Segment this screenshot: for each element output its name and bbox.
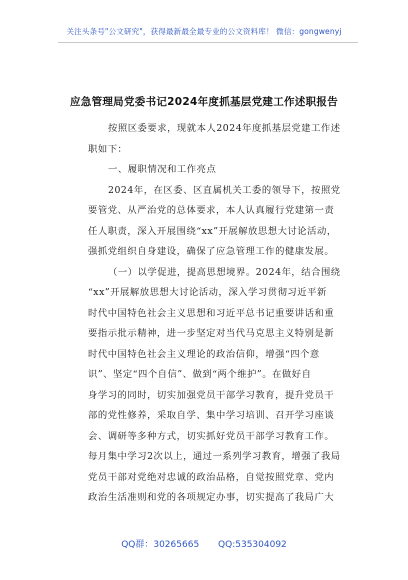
body-line: 政治生活准则和党的各项规定办事，切实提高了我局广大 xyxy=(88,492,335,503)
body-line: 2024年，在区委、区直属机关工委的领导下，按照党 xyxy=(108,184,341,196)
footer-qq-group: QQ群：30265665 xyxy=(121,540,200,550)
body-line: 按照区委要求，现就本人2024年度抓基层党建工作述 xyxy=(108,123,341,134)
body-line: （一）以学促进，提高思想境界。2024年，结合围绕 xyxy=(108,266,341,278)
body-line: 职如下： xyxy=(88,143,128,155)
body-line: 党员干部对党绝对忠诚的政治品格，自觉按照党章、党内 xyxy=(88,471,335,483)
body-line: 强抓党组织自身建设，确保了应急管理工作的健康发展。 xyxy=(88,246,335,257)
body-line: 时代中国特色社会主义理论的政治信仰，增强“四个意 xyxy=(88,348,320,360)
footer-contact xyxy=(0,537,408,550)
body-line: 识”、坚定“四个自信”、做到“两个维护”。在做好自 xyxy=(88,369,312,380)
body-line: 一、履职情况和工作亮点 xyxy=(108,164,217,175)
header-divider xyxy=(58,42,358,43)
footer-qq-number: QQ:535304092 xyxy=(218,540,287,550)
body-line: 部的党性修养，采取自学、集中学习培训、召开学习座谈 xyxy=(88,410,335,421)
body-line: 时代中国特色社会主义思想和习近平总书记重要讲话和重 xyxy=(88,307,335,319)
header-promo-note: 关注头条号"公文研究"，获得最新最全最专业的公文资料库！ 微信：gongwenyj xyxy=(66,27,342,36)
body-line: 会、调研等多种方式，切实抓好党员干部学习教育工作。 xyxy=(88,430,335,442)
body-line: 要指示批示精神，进一步坚定对当代马克思主义特别是新 xyxy=(88,328,335,339)
body-line: “xx”开展解放思想大讨论活动，深入学习贯彻习近平新 xyxy=(88,287,327,298)
body-line: 要管党、从严治党的总体要求，本人认真履行党建第一责 xyxy=(88,205,335,216)
body-line: 每月集中学习2次以上，通过一系列学习教育，增强了我局 xyxy=(88,451,341,462)
body-line: 任人职责，深入开展围绕“xx”开展解放思想大讨论活动， xyxy=(88,225,337,237)
document-body xyxy=(88,119,346,509)
body-line: 身学习的同时，切实加强党员干部学习教育，提升党员干 xyxy=(88,389,335,401)
document-title: 应急管理局党委书记2024年度抓基层党建工作述职报告 xyxy=(69,96,339,108)
